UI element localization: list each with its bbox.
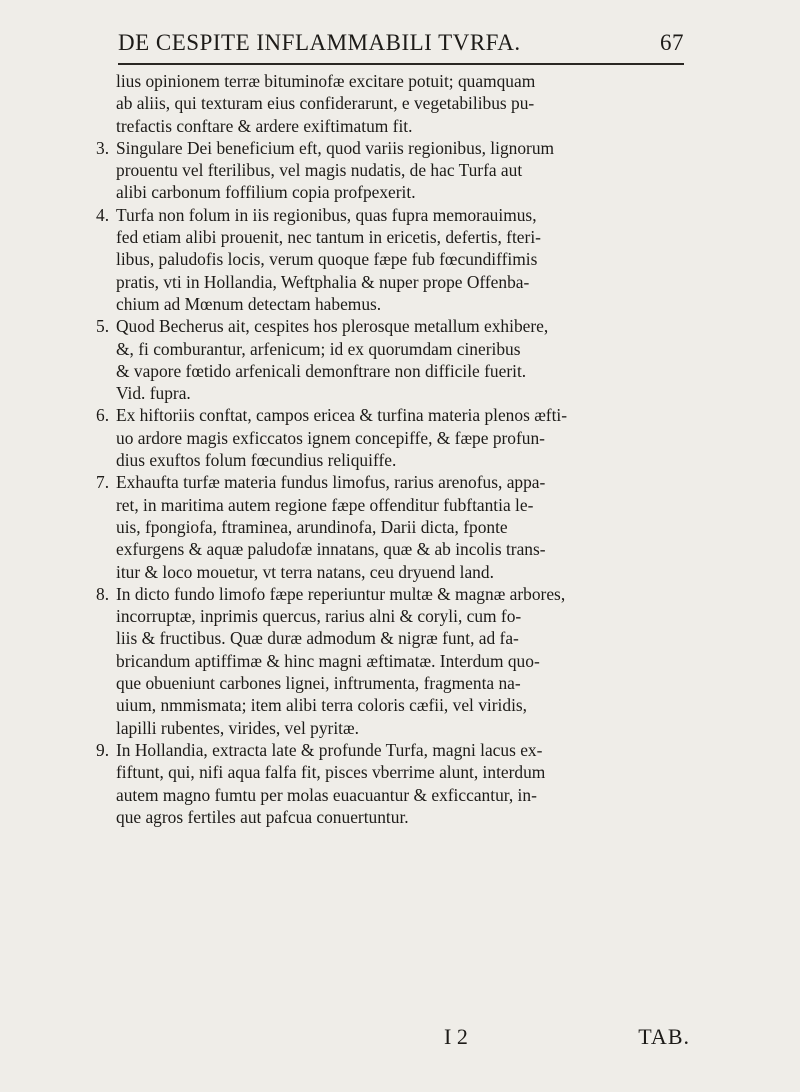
text-line: In dicto fundo limofo fæpe reperiuntur multæ & magnæ arbores, bbox=[116, 583, 566, 604]
text-line: fed etiam alibi prouenit, nec tantum in ericetis, defertis, fteri- bbox=[116, 227, 541, 248]
text-line: & vapore fœtido arfenicali demonftrare non difficile fuerit. bbox=[116, 360, 527, 381]
text-line: autem magno fumtu per molas euacuantur & exficcantur, in- bbox=[116, 784, 537, 805]
header-rule bbox=[118, 63, 684, 65]
text-line: bricandum aptiffimæ & hinc magni æftimatæ. Interdum quo- bbox=[116, 650, 540, 671]
text-line: ab aliis, qui texturam eius confiderarunt, e vegetabilibus pu- bbox=[116, 93, 535, 114]
text-line: lapilli rubentes, virides, vel pyritæ. bbox=[116, 717, 359, 738]
running-title: DE CESPITE INFLAMMABILI TVRFA. bbox=[118, 30, 521, 55]
paragraph-number: 5. bbox=[96, 316, 110, 337]
paragraph-number: 8. bbox=[96, 583, 110, 604]
paragraph-number: 6. bbox=[96, 405, 110, 426]
text-line: fiftunt, qui, nifi aqua falfa fit, pisces vberrime alunt, interdum bbox=[116, 762, 546, 783]
intro-paragraph bbox=[96, 70, 690, 137]
paragraph-8 bbox=[96, 583, 690, 739]
text-line: dius exuftos folum fœcundius reliquiffe. bbox=[116, 450, 397, 471]
catchword: TAB. bbox=[638, 1024, 690, 1049]
text-line: ret, in maritima autem regione fæpe offenditur fubftantia le- bbox=[116, 494, 534, 515]
paragraph-3 bbox=[96, 137, 690, 204]
paragraph-number: 7. bbox=[96, 472, 110, 493]
text-line: Quod Becherus ait, cespites hos plerosque metallum exhibere, bbox=[116, 316, 549, 337]
paragraph-number: 4. bbox=[96, 204, 110, 225]
text-line: Ex hiftoriis conftat, campos ericea & turfina materia plenos æfti- bbox=[116, 405, 568, 426]
text-line: que obueniunt carbones lignei, inftrumenta, fragmenta na- bbox=[116, 673, 521, 694]
paragraph-5 bbox=[96, 315, 690, 404]
text-line: exfurgens & aquæ paludofæ innatans, quæ & ab incolis trans- bbox=[116, 539, 546, 560]
paragraph-4 bbox=[96, 204, 690, 315]
text-line: uium, nmmismata; item alibi terra coloris cæfii, vel viridis, bbox=[116, 695, 528, 716]
paragraph-9 bbox=[96, 739, 690, 828]
paragraph-6 bbox=[96, 404, 690, 471]
text-line: libus, paludofis locis, verum quoque fæpe fub fœcundiffimis bbox=[116, 249, 538, 270]
text-line: pratis, vti in Hollandia, Weftphalia & nuper prope Offenba- bbox=[116, 271, 530, 292]
text-line: que agros fertiles aut pafcua conuertuntur. bbox=[116, 806, 409, 827]
text-line: incorruptæ, inprimis quercus, rarius alni & coryli, cum fo- bbox=[116, 606, 522, 627]
text-line: uis, fpongiofa, ftraminea, arundinofa, Darii dicta, fponte bbox=[116, 516, 508, 537]
signature-mark: I 2 bbox=[444, 1024, 468, 1049]
text-line: Turfa non folum in iis regionibus, quas fupra memorauimus, bbox=[116, 204, 537, 225]
text-line: Exhaufta turfæ materia fundus limofus, rarius arenofus, appa- bbox=[116, 472, 546, 493]
text-line: uo ardore magis exficcatos ignem concepiffe, & fæpe profun- bbox=[116, 427, 545, 448]
page-footer bbox=[96, 1024, 690, 1054]
text-line: &, fi comburantur, arfenicum; id ex quorumdam cineribus bbox=[116, 338, 521, 359]
paragraph-7 bbox=[96, 471, 690, 582]
text-line: prouentu vel fterilibus, vel magis nudatis, de hac Turfa aut bbox=[116, 160, 523, 181]
text-line: lius opinionem terræ bituminofæ excitare potuit; quamquam bbox=[116, 71, 536, 91]
main-text bbox=[96, 70, 690, 828]
paragraph-number: 3. bbox=[96, 137, 110, 158]
paragraph-number: 9. bbox=[96, 739, 110, 760]
running-header bbox=[118, 30, 684, 62]
text-line: In Hollandia, extracta late & profunde Turfa, magni lacus ex- bbox=[116, 739, 543, 760]
text-line: trefactis conftare & ardere exiftimatum fit. bbox=[116, 115, 413, 136]
text-line: chium ad Mœnum detectam habemus. bbox=[116, 293, 382, 314]
page-number: 67 bbox=[660, 30, 684, 55]
text-line: Singulare Dei beneficium eft, quod variis regionibus, lignorum bbox=[116, 137, 555, 158]
text-line: itur & loco mouetur, vt terra natans, ceu dryuend land. bbox=[116, 561, 494, 582]
text-line: alibi carbonum foffilium copia profpexerit. bbox=[116, 182, 416, 203]
text-line: liis & fructibus. Quæ duræ admodum & nigræ funt, ad fa- bbox=[116, 628, 519, 649]
text-line: Vid. fupra. bbox=[116, 383, 191, 404]
